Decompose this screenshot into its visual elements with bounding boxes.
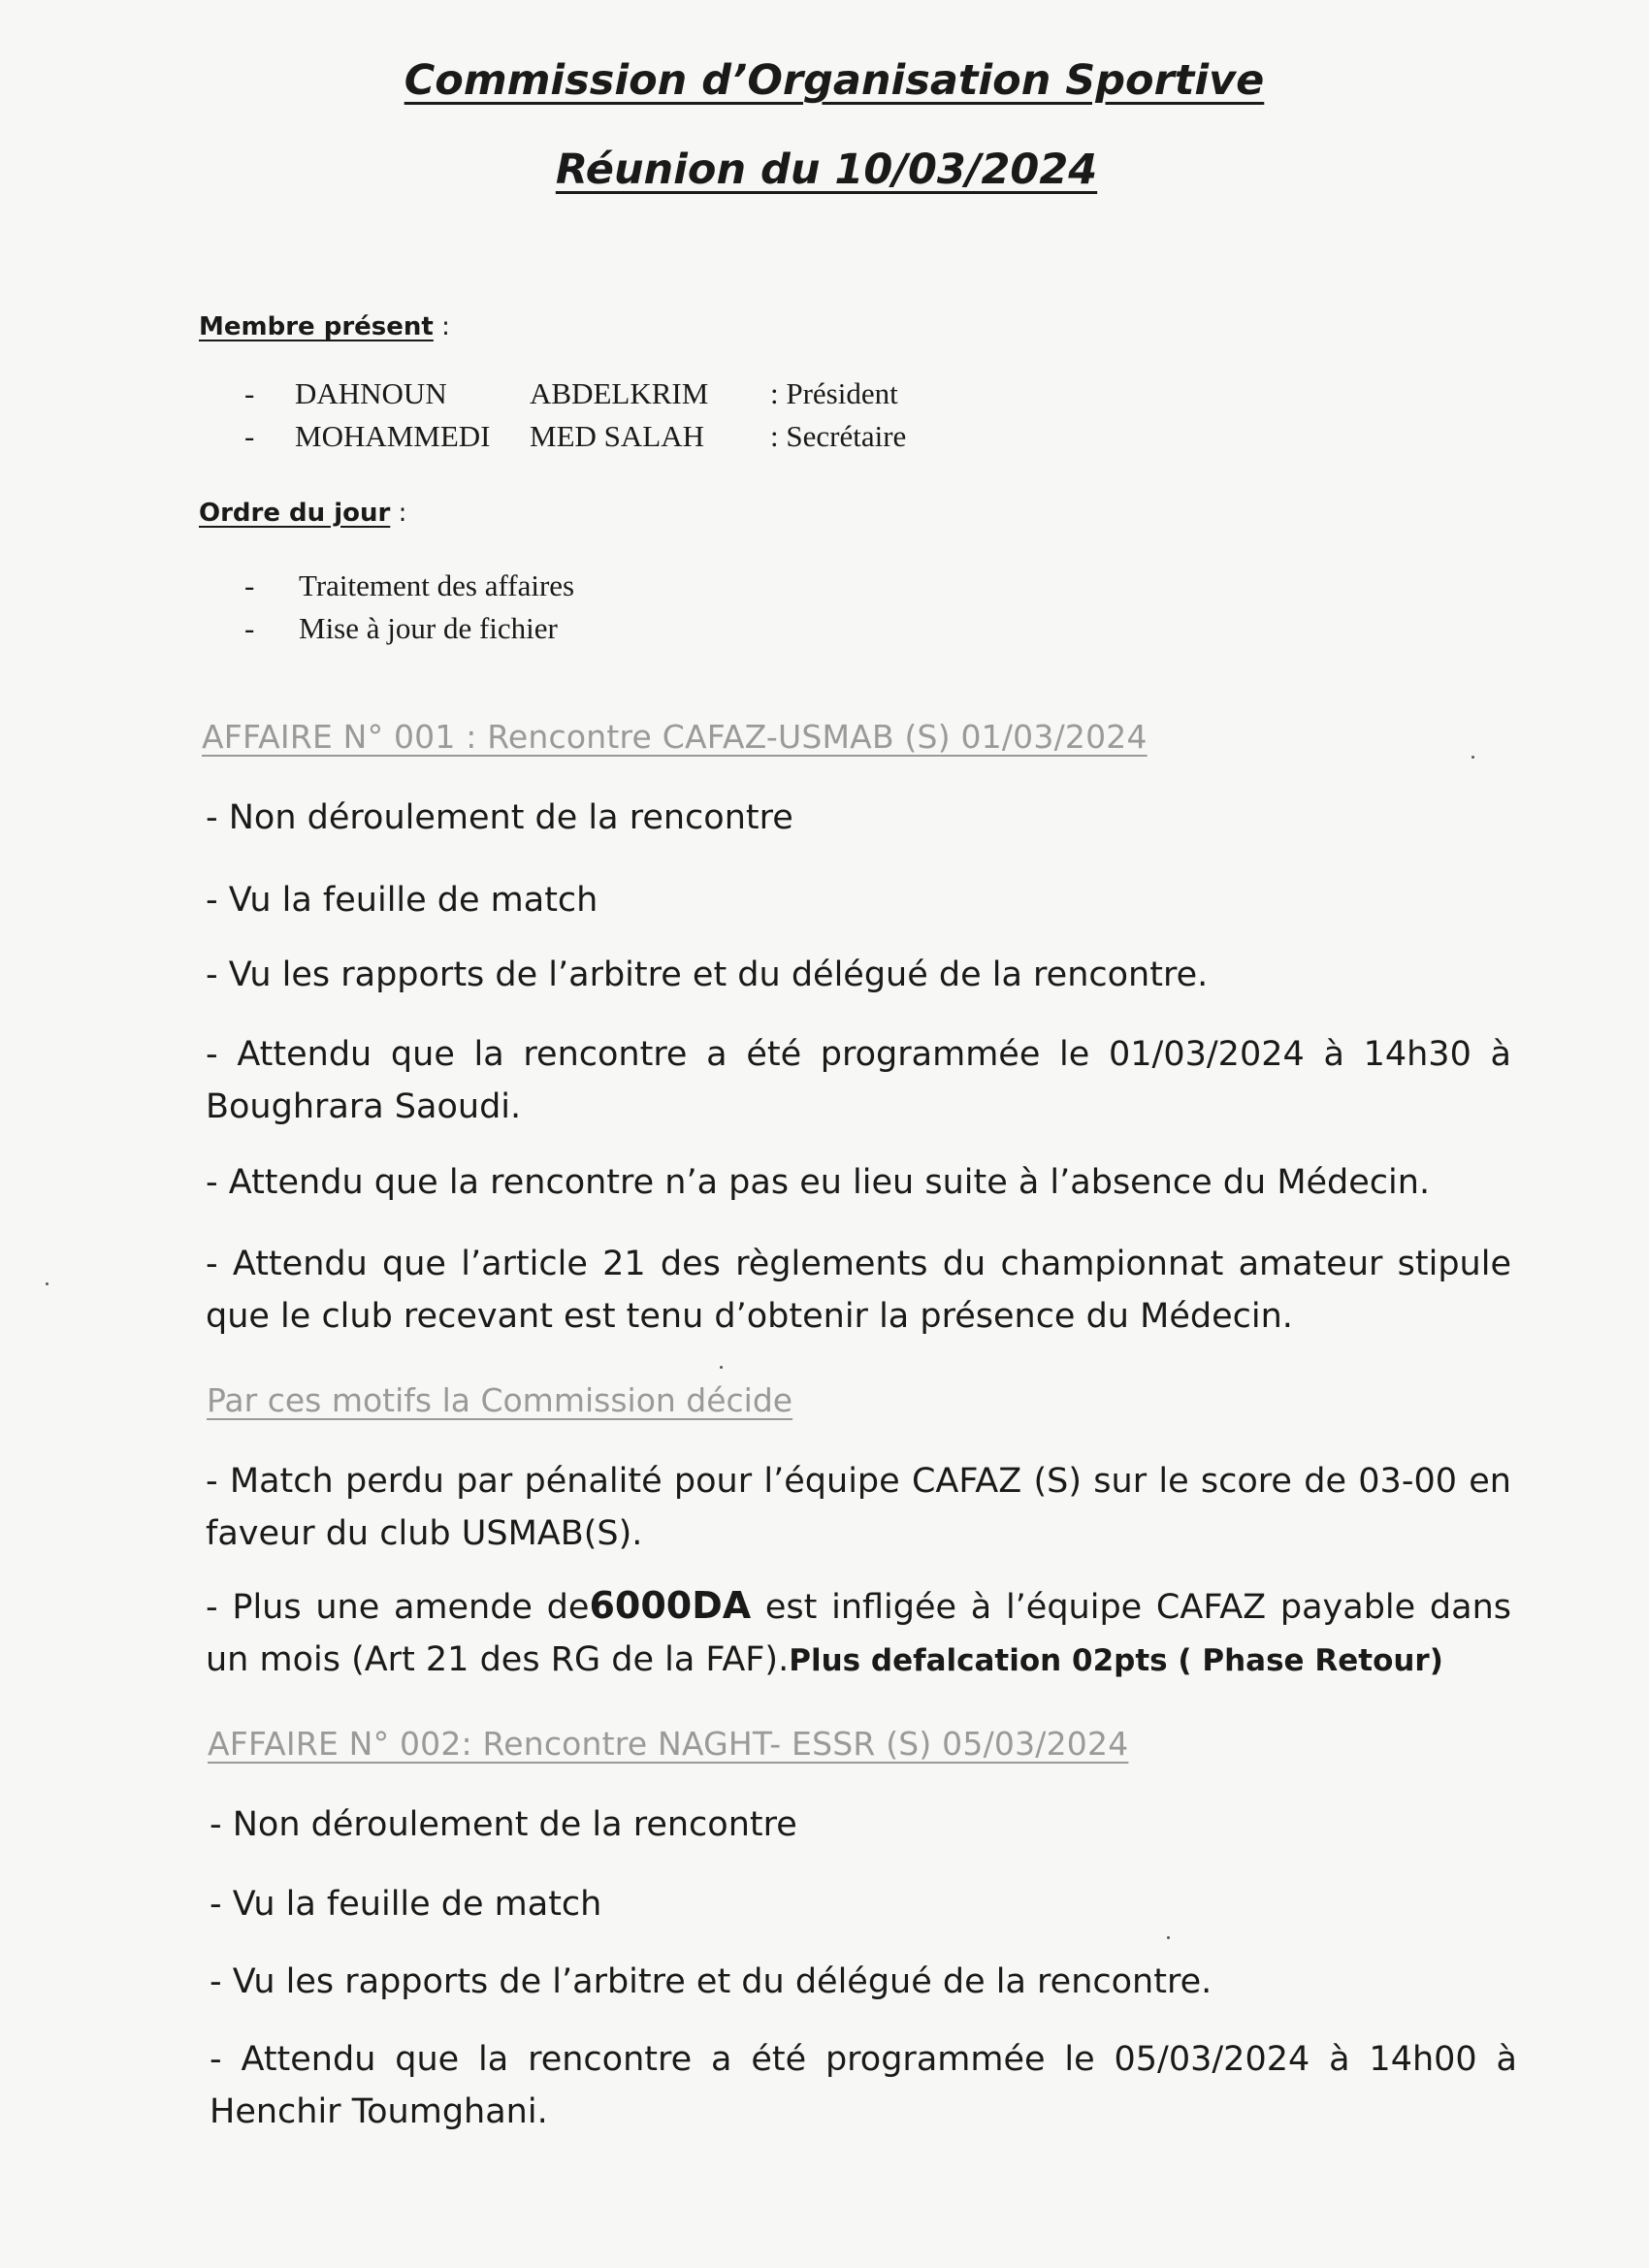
document-title: Commission d’Organisation Sportive	[404, 56, 1265, 105]
scan-speck	[1471, 756, 1474, 759]
members-label-suffix: :	[433, 312, 450, 341]
affaire-1-paragraph: - Attendu que la rencontre a été programmée le 01/03/2024 à 14h30 à Boughrara Saoudi.	[206, 1035, 1511, 1126]
fine-text-pre: - Plus une amende de	[206, 1588, 590, 1627]
members-label	[199, 312, 450, 341]
member-last-name: DAHNOUN	[295, 376, 447, 410]
agenda-text: Mise à jour de fichier	[299, 611, 558, 645]
agenda-label-suffix: :	[390, 499, 407, 528]
agenda-text: Traitement des affaires	[299, 568, 575, 602]
agenda-dash: -	[244, 611, 255, 645]
affaire-1-paragraph: - Vu la feuille de match	[206, 881, 598, 920]
affaire-1-paragraph: - Non déroulement de la rencontre	[206, 798, 793, 837]
fine-text-post: est infligée à l’équipe CAFAZ payable dans un mois (Art 21 des RG de la FAF).	[206, 1588, 1511, 1679]
agenda-label	[199, 499, 406, 528]
member-role: : Président	[770, 376, 898, 410]
decision-paragraph: - Match perdu par pénalité pour l’équipe CAFAZ (S) sur le score de 03-00 en faveur du club USMAB(S).	[206, 1462, 1511, 1553]
meeting-date-title: Réunion du 10/03/2024	[555, 146, 1098, 194]
affaire-2-paragraph: - Non déroulement de la rencontre	[210, 1805, 797, 1844]
member-first-name: MED SALAH	[530, 419, 704, 453]
agenda-dash: -	[244, 568, 255, 602]
affaire-2-heading: AFFAIRE N° 002: Rencontre NAGHT- ESSR (S) 05/03/2024	[208, 1725, 1129, 1763]
fine-amount: 6000DA	[589, 1584, 752, 1627]
affaire-1-paragraph: - Vu les rapports de l’arbitre et du délégué de la rencontre.	[206, 956, 1209, 994]
scan-speck	[1167, 1936, 1170, 1939]
member-last-name: MOHAMMEDI	[295, 419, 491, 453]
agenda-label-text: Ordre du jour	[199, 499, 391, 528]
affaire-1-paragraph: - Attendu que l’article 21 des règlements du championnat amateur stipule que le club recevant est tenu d’obtenir la présence du Médecin.	[206, 1245, 1511, 1336]
affaire-2-paragraph: - Attendu que la rencontre a été programmée le 05/03/2024 à 14h00 à Henchir Toumghani.	[210, 2040, 1517, 2131]
scan-speck	[46, 1282, 48, 1285]
affaire-2-paragraph: - Vu les rapports de l’arbitre et du délégué de la rencontre.	[210, 1962, 1212, 2001]
points-deduction: Plus defalcation 02pts ( Phase Retour)	[789, 1643, 1443, 1678]
affaire-2-paragraph: - Vu la feuille de match	[210, 1885, 602, 1924]
members-label-text: Membre présent	[199, 312, 434, 341]
member-role: : Secrétaire	[770, 419, 907, 453]
affaire-1-paragraph: - Attendu que la rencontre n’a pas eu lieu suite à l’absence du Médecin.	[206, 1163, 1431, 1202]
member-dash: -	[244, 376, 255, 410]
decision-heading: Par ces motifs la Commission décide	[207, 1381, 793, 1419]
scan-speck	[720, 1366, 723, 1369]
member-first-name: ABDELKRIM	[530, 376, 709, 410]
affaire-1-heading: AFFAIRE N° 001 : Rencontre CAFAZ-USMAB (S) 01/03/2024	[202, 718, 1148, 756]
decision-paragraph-fine	[206, 1579, 1511, 1687]
member-dash: -	[244, 419, 255, 453]
